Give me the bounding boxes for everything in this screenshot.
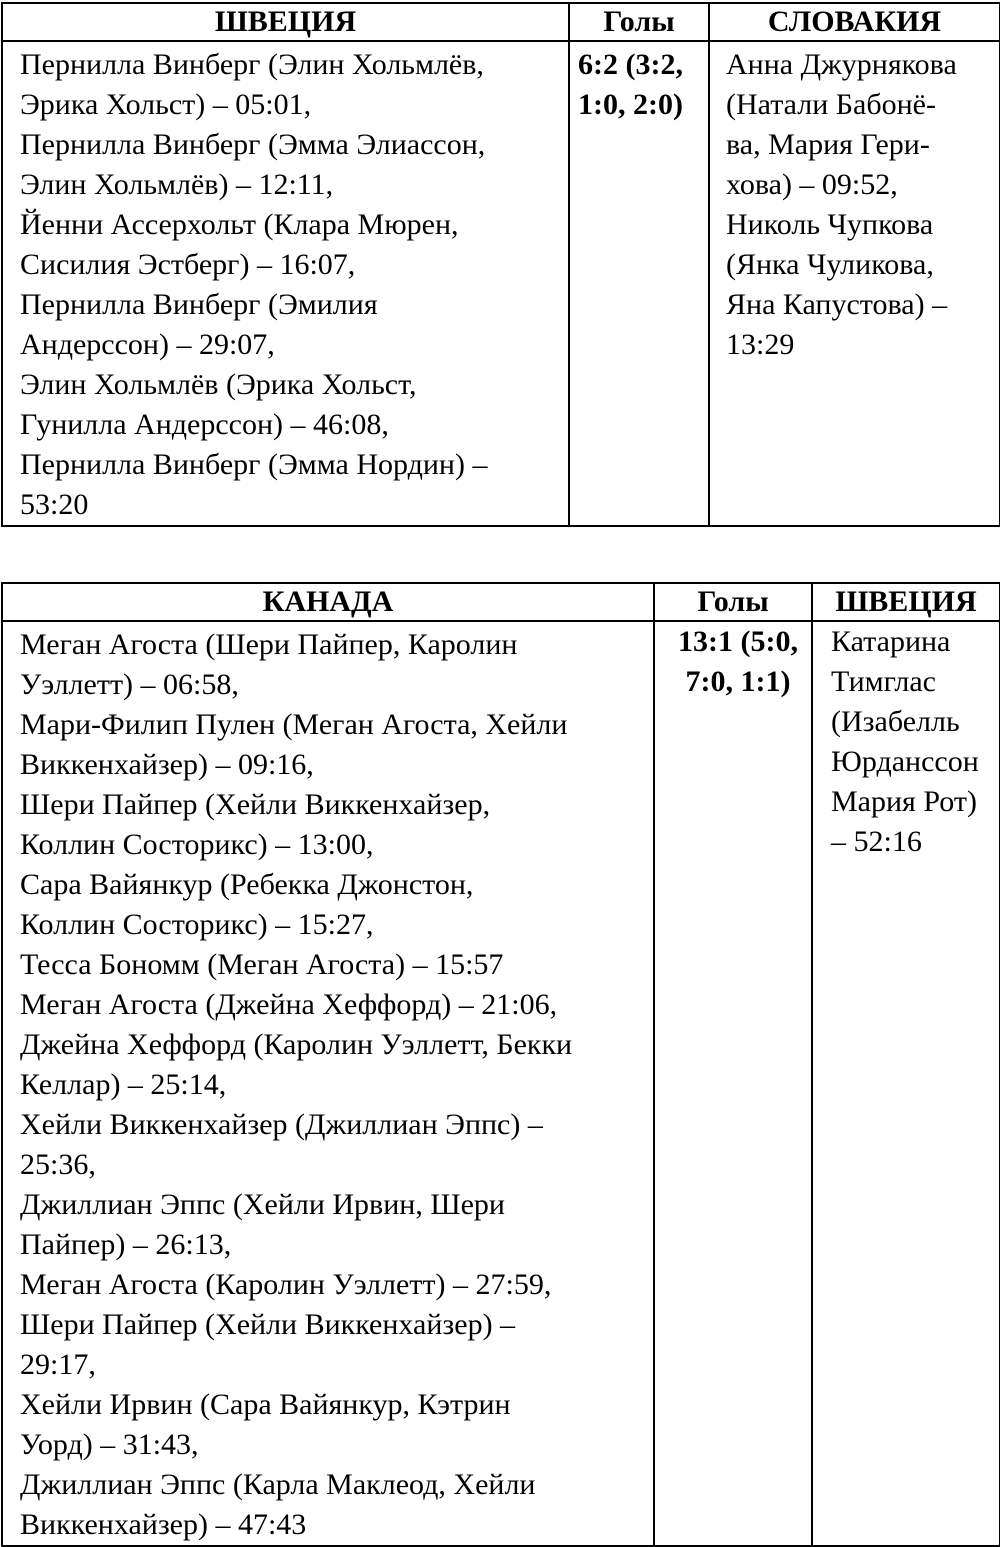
goals-header: Голы <box>654 583 812 621</box>
team-right-header: СЛОВАКИЯ <box>709 3 1000 41</box>
text-line: Йенни Ассерхольт (Клара Мюрен, <box>20 208 459 241</box>
text-line: (Натали Бабонё- <box>726 88 936 121</box>
text-line: 29:17, <box>20 1348 96 1381</box>
text-line: Пайпер) – 26:13, <box>20 1228 232 1261</box>
text-line: Сисилия Эстберг) – 16:07, <box>20 248 356 281</box>
text-line: Анна Джурнякова <box>726 48 957 81</box>
text-line: Сара Вайянкур (Ребекка Джонстон, <box>20 868 474 901</box>
text-line: Джиллиан Эппс (Карла Маклеод, Хейли <box>20 1468 536 1501</box>
text-line: Мария Рот) <box>831 785 977 818</box>
text-line: Пернилла Винберг (Эмилия <box>20 288 378 321</box>
text-line: Уорд) – 31:43, <box>20 1428 199 1461</box>
right-scorers-cell <box>812 621 1000 1546</box>
team-left-header: ШВЕЦИЯ <box>2 3 569 41</box>
text-line: Шери Пайпер (Хейли Виккенхайзер, <box>20 788 491 821</box>
text-line: Пернилла Винберг (Эмма Нордин) – <box>20 448 488 481</box>
text-line: Уэллетт) – 06:58, <box>20 668 239 701</box>
team-right-header: ШВЕЦИЯ <box>812 583 1000 621</box>
text-line: Меган Агоста (Джейна Хеффорд) – 21:06, <box>20 988 558 1021</box>
text-line: 13:29 <box>726 328 795 361</box>
text-line: Андерссон) – 29:07, <box>20 328 275 361</box>
text-line: Яна Капустова) – <box>726 288 948 321</box>
text-line: 1:0, 2:0) <box>578 88 683 121</box>
text-line: Элин Хольмлёв) – 12:11, <box>20 168 334 201</box>
left-scorers-cell <box>2 621 654 1546</box>
text-line: Шери Пайпер (Хейли Виккенхайзер) – <box>20 1308 516 1341</box>
left-scorers-cell <box>2 41 569 526</box>
text-line: – 52:16 <box>831 825 922 858</box>
content-row <box>2 41 1000 526</box>
score-cell <box>569 41 709 526</box>
right-scorers-cell <box>709 41 1000 526</box>
goals-header: Голы <box>569 3 709 41</box>
team-left-header: КАНАДА <box>2 583 654 621</box>
text-line: 6:2 (3:2, <box>578 48 683 81</box>
text-line: Виккенхайзер) – 47:43 <box>20 1508 307 1541</box>
text-line: 7:0, 1:1) <box>685 665 791 698</box>
text-line: Коллин Состорикс) – 13:00, <box>20 828 374 861</box>
text-line: Коллин Состорикс) – 15:27, <box>20 908 374 941</box>
text-line: Юрданссон <box>831 745 979 778</box>
header-row <box>2 3 1000 41</box>
text-line: Гунилла Андерссон) – 46:08, <box>20 408 389 441</box>
text-line: Хейли Виккенхайзер (Джиллиан Эппс) – <box>20 1108 543 1141</box>
text-line: Хейли Ирвин (Сара Вайянкур, Кэтрин <box>20 1388 511 1421</box>
text-line: Пернилла Винберг (Элин Хольмлёв, <box>20 48 484 81</box>
text-line: Эрика Хольст) – 05:01, <box>20 88 312 121</box>
content-row <box>2 621 1000 1546</box>
text-line: Тесса Бономм (Меган Агоста) – 15:57 <box>20 948 504 981</box>
text-line: Келлар) – 25:14, <box>20 1068 227 1101</box>
text-line: 53:20 <box>20 488 89 521</box>
score-cell <box>654 621 812 1546</box>
match-table-canada-sweden <box>1 582 1000 1547</box>
text-line: 13:1 (5:0, <box>678 625 798 658</box>
text-line: Виккенхайзер) – 09:16, <box>20 748 314 781</box>
text-line: Джейна Хеффорд (Каролин Уэллетт, Бекки <box>20 1028 573 1061</box>
text-line: (Янка Чуликова, <box>726 248 934 281</box>
text-line: (Изабелль <box>831 705 960 738</box>
match-table-sweden-slovakia <box>1 2 1000 527</box>
header-row <box>2 583 1000 621</box>
text-line: Тимглас <box>831 665 936 698</box>
text-line: Пернилла Винберг (Эмма Элиассон, <box>20 128 486 161</box>
text-line: ва, Мария Гери- <box>726 128 930 161</box>
text-line: Элин Хольмлёв (Эрика Хольст, <box>20 368 417 401</box>
text-line: Мари-Филип Пулен (Меган Агоста, Хейли <box>20 708 568 741</box>
text-line: Катарина <box>831 625 951 658</box>
text-line: Джиллиан Эппс (Хейли Ирвин, Шери <box>20 1188 505 1221</box>
text-line: Николь Чупкова <box>726 208 934 241</box>
text-line: хова) – 09:52, <box>726 168 898 201</box>
text-line: 25:36, <box>20 1148 96 1181</box>
text-line: Меган Агоста (Каролин Уэллетт) – 27:59, <box>20 1268 552 1301</box>
text-line: Меган Агоста (Шери Пайпер, Каролин <box>20 628 518 661</box>
